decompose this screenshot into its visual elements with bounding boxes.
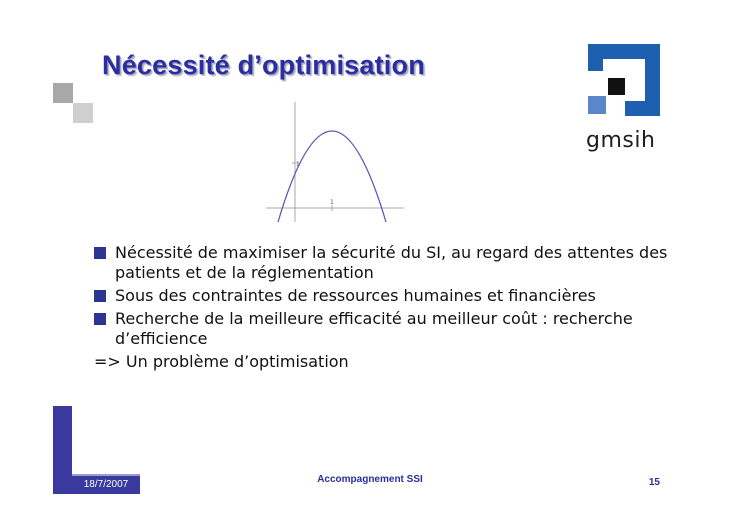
bullet-item	[94, 309, 684, 349]
logo-left-stub	[588, 59, 603, 71]
graph-x-tick-label: 1	[330, 199, 334, 206]
bullet-item	[94, 286, 684, 306]
bullet-square-icon	[94, 313, 106, 325]
conclusion-text: => Un problème d’optimisation	[94, 352, 349, 371]
decorative-square-light	[73, 103, 93, 123]
logo-text: gmsih	[586, 128, 656, 153]
page-number: 15	[648, 477, 660, 488]
bullet-square-icon	[94, 247, 106, 259]
graph-y-tick-label: 1	[296, 161, 300, 168]
bullet-text: Sous des contraintes de ressources humaines et financières	[115, 286, 596, 305]
logo-light-square	[588, 96, 606, 114]
footer-date: 18/7/2007	[72, 474, 140, 494]
logo-bottom-bar	[625, 101, 660, 116]
bullet-text: Recherche de la meilleure efficacité au meilleur coût : recherche d’efficience	[115, 309, 633, 348]
bullet-list	[94, 243, 684, 372]
bullet-square-icon	[94, 290, 106, 302]
parabola-graph	[262, 100, 407, 225]
logo-black-square	[608, 78, 625, 95]
slide-title: Nécessité d’optimisation	[102, 50, 425, 80]
bullet-item	[94, 243, 684, 283]
footer-center-text: Accompagnement SSI	[317, 474, 423, 485]
decorative-square-dark	[53, 83, 73, 103]
bullet-text: Nécessité de maximiser la sécurité du SI, au regard des attentes des patients et de la réglementation	[115, 243, 668, 282]
footer-l-horizontal	[53, 474, 72, 494]
